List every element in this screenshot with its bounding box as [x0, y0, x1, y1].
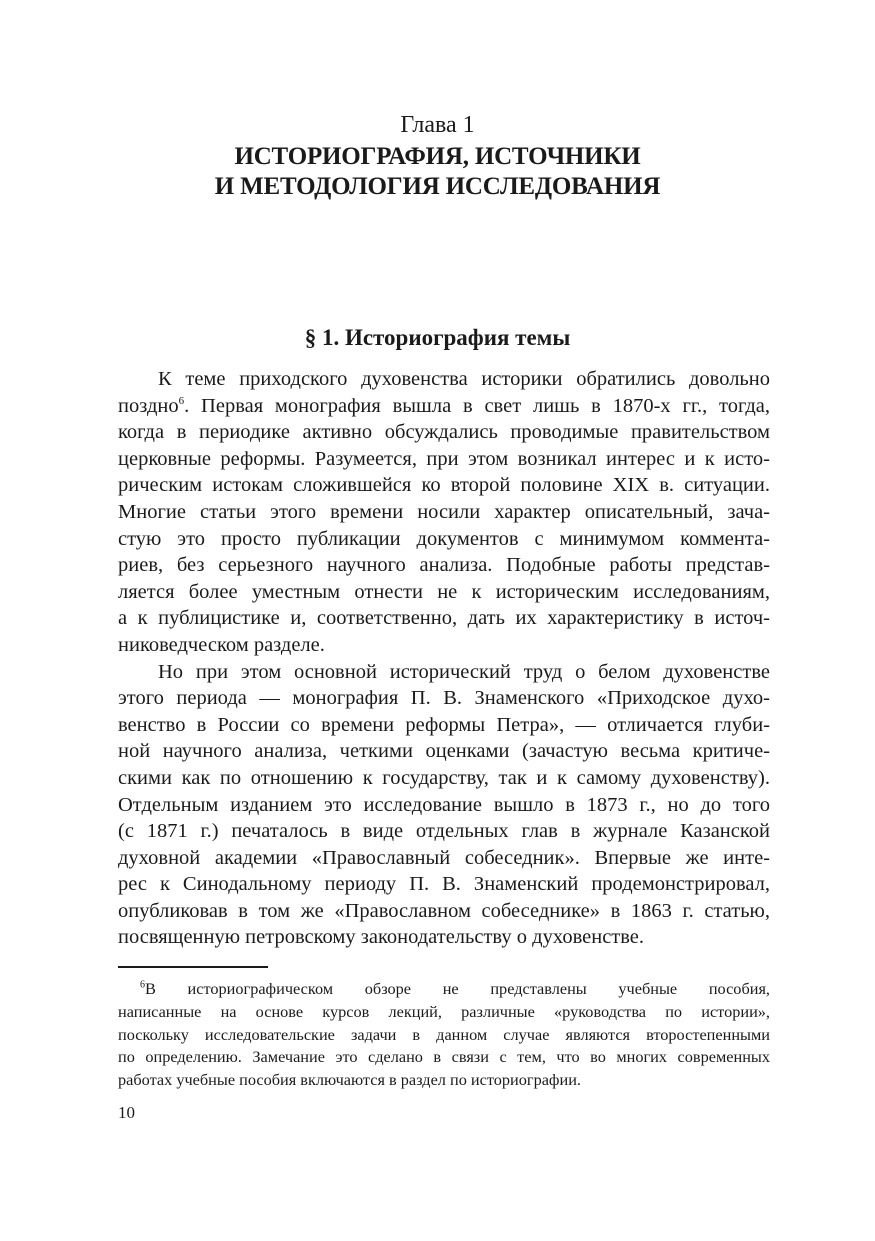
text-line: Отдельным изданием это исследование вышло в 1873 г., но до того: [118, 793, 770, 816]
text-line: Но при этом основной исторический труд о белом духовенстве: [158, 660, 770, 683]
text-line: [118, 978, 770, 1001]
text-line: по определению. Замечание это сделано в связи с тем, что во многих современных: [118, 1047, 770, 1067]
text-fragment: . Первая монография вышла в свет лишь в 1870-х гг., тогда,: [184, 394, 770, 417]
text-line: написанные на основе курсов лекций, различные «руководства по истории»,: [118, 1001, 770, 1021]
text-line: посвященную петровскому законодательству о духовенстве.: [118, 926, 645, 949]
text-line: скими как по отношению к государству, так и к самому духовенству).: [118, 766, 770, 789]
text-line: (с 1871 г.) печаталось в виде отдельных глав в журнале Казанской: [118, 820, 770, 843]
text-line: опубликовав в том же «Православном собеседнике» в 1863 г. статью,: [118, 899, 770, 922]
text-line: К теме приходского духовенства историки обратились довольно: [158, 368, 770, 390]
text-line: стую это просто публикации документов с минимумом коммента-: [118, 527, 770, 550]
chapter-title-line: И МЕТОДОЛОГИЯ ИССЛЕДОВАНИЯ: [214, 173, 661, 200]
footnote-ref[interactable]: 6: [178, 394, 185, 407]
text-line: ляется более уместным отнести не к историческим исследованиям,: [118, 580, 770, 603]
body-text: [118, 366, 770, 951]
text-line: этого периода — монография П. В. Знаменского «Приходское духо-: [118, 687, 770, 710]
text-line: никоведческом разделе.: [118, 633, 325, 656]
text-line: венство в России со времени реформы Петра», — отличается глуби-: [118, 713, 770, 736]
chapter-label: Глава 1: [400, 112, 475, 138]
text-line: работах учебные пособия включаются в раздел по историографии.: [118, 1070, 581, 1090]
footnote-marker: 6: [140, 979, 145, 991]
page-number: 10: [118, 1103, 135, 1122]
text-line: рическим истокам сложившейся ко второй половине XIX в. ситуации.: [118, 474, 770, 497]
text-line: церковные реформы. Разумеется, при этом возникал интерес и к исто-: [118, 447, 770, 470]
text-line: когда в периодике активно обсуждались проводимые правительством: [118, 421, 770, 444]
footnote-divider: [118, 966, 268, 968]
text-fragment: В историографическом обзоре не представлены учебные пособия,: [145, 979, 770, 998]
footnote: [118, 978, 770, 1092]
text-line: поскольку исследовательские задачи в данном случае являются второстепенными: [118, 1024, 770, 1044]
text-line: рес к Синодальному периоду П. В. Знаменский продемонстрировал,: [118, 873, 770, 896]
text-line: духовной академии «Православный собеседник». Впервые же инте-: [118, 846, 770, 869]
text-line: риев, без серьезного научного анализа. Подобные работы представ-: [118, 554, 770, 577]
text-line: [118, 393, 770, 420]
text-line: Многие статьи этого времени носили характер описательный, зача-: [118, 500, 770, 523]
text-fragment: поздно: [118, 394, 179, 417]
chapter-title-line: ИСТОРИОГРАФИЯ, ИСТОЧНИКИ: [234, 143, 641, 170]
text-line: а к публицистике и, соответственно, дать их характеристику в источ-: [118, 607, 770, 630]
text-line: ной научного анализа, четкими оценками (зачастую весьма критиче-: [118, 740, 770, 763]
section-heading: § 1. Историография темы: [304, 325, 571, 350]
